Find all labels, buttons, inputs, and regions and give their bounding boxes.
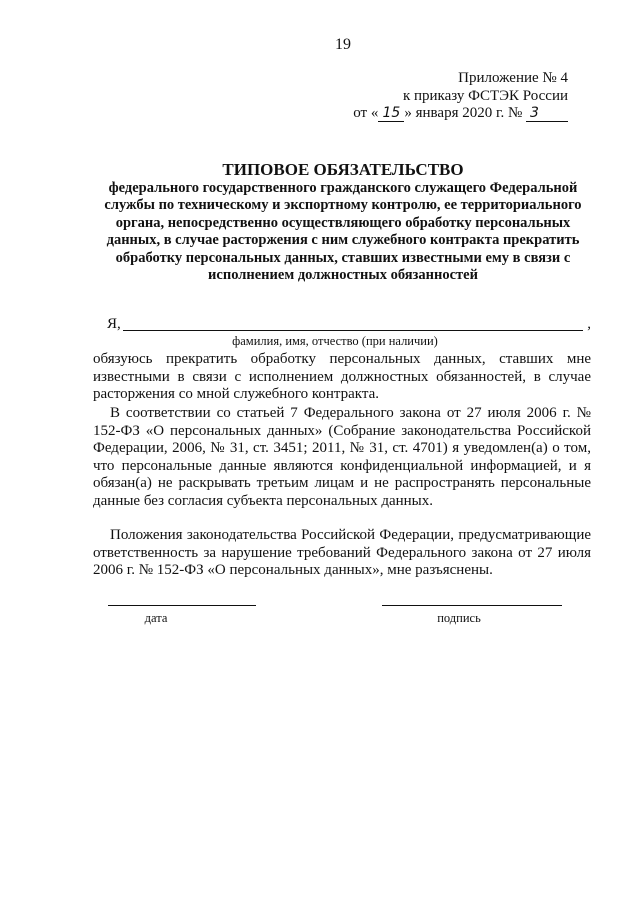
name-entry-row: [107, 316, 597, 334]
name-blank-line: [123, 330, 583, 331]
appendix-header: [353, 70, 568, 123]
document-title: ТИПОВОЕ ОБЯЗАТЕЛЬСТВО: [222, 160, 464, 179]
paragraph-obligation: обязуюсь прекратить обработку персональных данных, ставших мне известными в связи с исполнением должностных обязанностей, в случае расторжения со мной служебного контракта.: [93, 351, 591, 403]
signature-line: [382, 605, 562, 606]
document-subtitle: федерального государственного гражданского служащего Федеральной службы по техническому и экспортному контролю, ее территориального органа, непосредственно осуществляющего обработку персональных данных, в случае расторжения с ним служебного контракта прекратить обработку персональных данных, ставших известными ему в связи с исполнением должностных обязанностей: [104, 180, 582, 284]
page-number: 19: [335, 36, 351, 53]
date-prefix: от «: [353, 105, 379, 121]
date-label: дата: [144, 611, 168, 625]
appendix-date-line: [353, 105, 568, 123]
name-comma: ,: [587, 316, 591, 332]
appendix-line-2: к приказу ФСТЭК России: [402, 87, 568, 104]
paragraph-responsibility: Положения законодательства Российской Федерации, предусматривающие ответственность за нарушение требований Федерального закона от 27 июля 2006 г. № 152-ФЗ «О персональных данных», мне разъяснены.: [93, 527, 591, 579]
date-middle: » января 2020 г. №: [404, 105, 523, 121]
handwritten-order-number: 3: [526, 106, 568, 122]
fio-caption: фамилия, имя, отчество (при наличии): [232, 334, 438, 348]
signature-label: подпись: [437, 611, 481, 625]
handwritten-day: 15: [378, 106, 404, 122]
paragraph-law-reference: В соответствии со статьей 7 Федерального закона от 27 июля 2006 г. № 152-ФЗ «О персональных данных» (Собрание законодательства Российской Федерации, 2006, № 31, ст. 3451; 2011, № 31, ст. 4701) я уведомлен(а) о том, что персональные данные являются конфиденциальной информацией, и я обязан(а) не раскрывать третьим лицам и не распространять персональные данные без согласия субъекта персональных данных.: [93, 405, 591, 509]
appendix-line-1: Приложение № 4: [458, 70, 568, 86]
ya-label: Я,: [107, 316, 121, 332]
date-signature-line: [108, 605, 256, 606]
